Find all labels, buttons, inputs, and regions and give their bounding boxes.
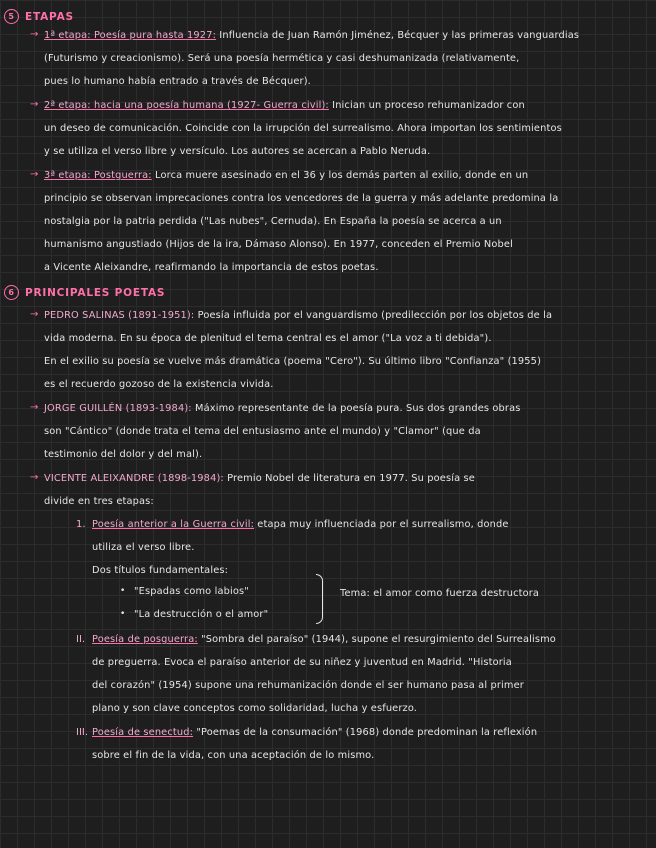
etapa-3-line-4: humanismo angustiado (Hijos de la ira, Dámaso Alonso). En 1977, conceden el Premio Nobel — [44, 239, 513, 250]
section-etapas-heading — [4, 9, 74, 24]
etapa-2-text: Inician un proceso rehumanizador con — [328, 100, 525, 111]
stage-number: II. — [76, 634, 86, 645]
aleixandre-line-1 — [44, 473, 475, 484]
etapa-3-line-2: principio se observan imprecaciones contra los vencedores de la guerra y más adelante predomina la — [44, 193, 559, 204]
etapa-3-line-3: nostalgia por la patria perdida ("Las nubes", Cernuda). En España la poesía se acerca a un — [44, 216, 502, 227]
etapa-2-line-3: y se utiliza el verso libre y versículo. Los autores se acercan a Pablo Neruda. — [44, 146, 431, 157]
guillen-line-3: testimonio del dolor y del mal). — [44, 449, 203, 460]
arrow-icon: → — [30, 402, 39, 413]
arrow-icon: → — [30, 29, 39, 40]
etapa-1-label: 1ª etapa: Poesía pura hasta 1927: — [44, 30, 217, 41]
brace-icon — [316, 574, 323, 624]
stage-2-line-3: del corazón" (1954) supone una rehumanización donde el ser humano pasa al primer — [92, 680, 524, 691]
guillen-text: Máximo representante de la poesía pura. Sus dos grandes obras — [191, 403, 521, 414]
stage-2-line-2: de preguerra. Evoca el paraíso anterior de su niñez y juventud en Madrid. "Historia — [92, 657, 512, 668]
etapa-2-line-1 — [44, 100, 525, 111]
arrow-icon: → — [30, 169, 39, 180]
stage-2-line-1 — [92, 634, 556, 645]
etapa-2-line-2: un deseo de comunicación. Coincide con la irrupción del surrealismo. Ahora importan los sentimientos — [44, 123, 562, 134]
etapa-1-line-3: pues lo humano había entrado a través de Bécquer). — [44, 76, 311, 87]
stage-3-line-2: sobre el fin de la vida, con una aceptación de lo mismo. — [92, 750, 375, 761]
stage-3-line-1 — [92, 727, 537, 738]
section-number-badge: 6 — [4, 285, 19, 300]
stage-2-label: Poesía de posguerra: — [92, 634, 198, 645]
tema-note: Tema: el amor como fuerza destructora — [340, 588, 540, 599]
salinas-line-3: En el exilio su poesía se vuelve más dramática (poema "Cero"). Su último libro "Confianza" (1955) — [44, 356, 542, 367]
stage-3-text: "Poemas de la consumación" (1968) donde predominan la reflexión — [193, 727, 538, 738]
etapa-1-text: Influencia de Juan Ramón Jiménez, Bécquer y las primeras vanguardias — [216, 30, 580, 41]
title-bullet-2: "La destrucción o el amor" — [134, 609, 269, 620]
arrow-icon: → — [30, 472, 39, 483]
guillen-name: JORGE GUILLÉN (1893-1984): — [44, 403, 192, 414]
section-poetas-heading — [4, 285, 165, 300]
salinas-line-4: es el recuerdo gozoso de la existencia vivida. — [44, 379, 274, 390]
stage-2-text: "Sombra del paraíso" (1944), supone el resurgimiento del Surrealismo — [197, 634, 556, 645]
title-bullet-1: "Espadas como labios" — [134, 586, 249, 597]
salinas-line-2: vida moderna. En su época de plenitud el tema central es el amor ("La voz a ti debida"). — [44, 333, 492, 344]
stage-number: 1. — [76, 519, 86, 530]
guillen-line-1 — [44, 403, 521, 414]
bullet-icon: • — [120, 609, 126, 619]
section-number-badge: 5 — [4, 9, 19, 24]
salinas-line-1 — [44, 310, 552, 321]
etapa-3-label: 3ª etapa: Postguerra: — [44, 170, 152, 181]
etapa-3-line-5: a Vicente Aleixandre, reafirmando la importancia de estos poetas. — [44, 262, 379, 273]
stage-1-line-2: utiliza el verso libre. — [92, 542, 195, 553]
stage-number: III. — [76, 727, 89, 738]
salinas-text: Poesía influida por el vanguardismo (predilección por los objetos de la — [194, 310, 553, 321]
etapa-3-line-1 — [44, 170, 528, 181]
stage-1-line-1 — [92, 519, 509, 530]
salinas-name: PEDRO SALINAS (1891-1951): — [44, 310, 195, 321]
aleixandre-text: Premio Nobel de literatura en 1977. Su poesía se — [223, 473, 475, 484]
guillen-line-2: son "Cántico" (donde trata el tema del entusiasmo ante el mundo) y "Clamor" (que da — [44, 426, 481, 437]
section-title: PRINCIPALES POETAS — [25, 286, 166, 299]
aleixandre-line-2: divide en tres etapas: — [44, 496, 154, 507]
arrow-icon: → — [30, 99, 39, 110]
bullet-icon: • — [120, 586, 126, 596]
etapa-1-line-2: (Futurismo y creacionismo). Será una poesía hermética y casi deshumanizada (relativamente, — [44, 53, 520, 64]
stage-2-line-4: plano y son clave conceptos como solidaridad, lucha y esfuerzo. — [92, 703, 418, 714]
etapa-3-text: Lorca muere asesinado en el 36 y los demás parten al exilio, donde en un — [151, 170, 529, 181]
stage-3-label: Poesía de senectud: — [92, 727, 194, 738]
arrow-icon: → — [30, 309, 39, 320]
aleixandre-name: VICENTE ALEIXANDRE (1898-1984): — [44, 473, 224, 484]
stage-1-label: Poesía anterior a la Guerra civil: — [92, 519, 255, 530]
etapa-1-line-1 — [44, 30, 579, 41]
etapa-2-label: 2ª etapa: hacia una poesía humana (1927- Guerra civil): — [44, 100, 329, 111]
section-title: ETAPAS — [25, 10, 74, 23]
stage-1-text: etapa muy influenciada por el surrealismo, donde — [254, 519, 509, 530]
stage-1-line-3: Dos títulos fundamentales: — [92, 565, 229, 576]
